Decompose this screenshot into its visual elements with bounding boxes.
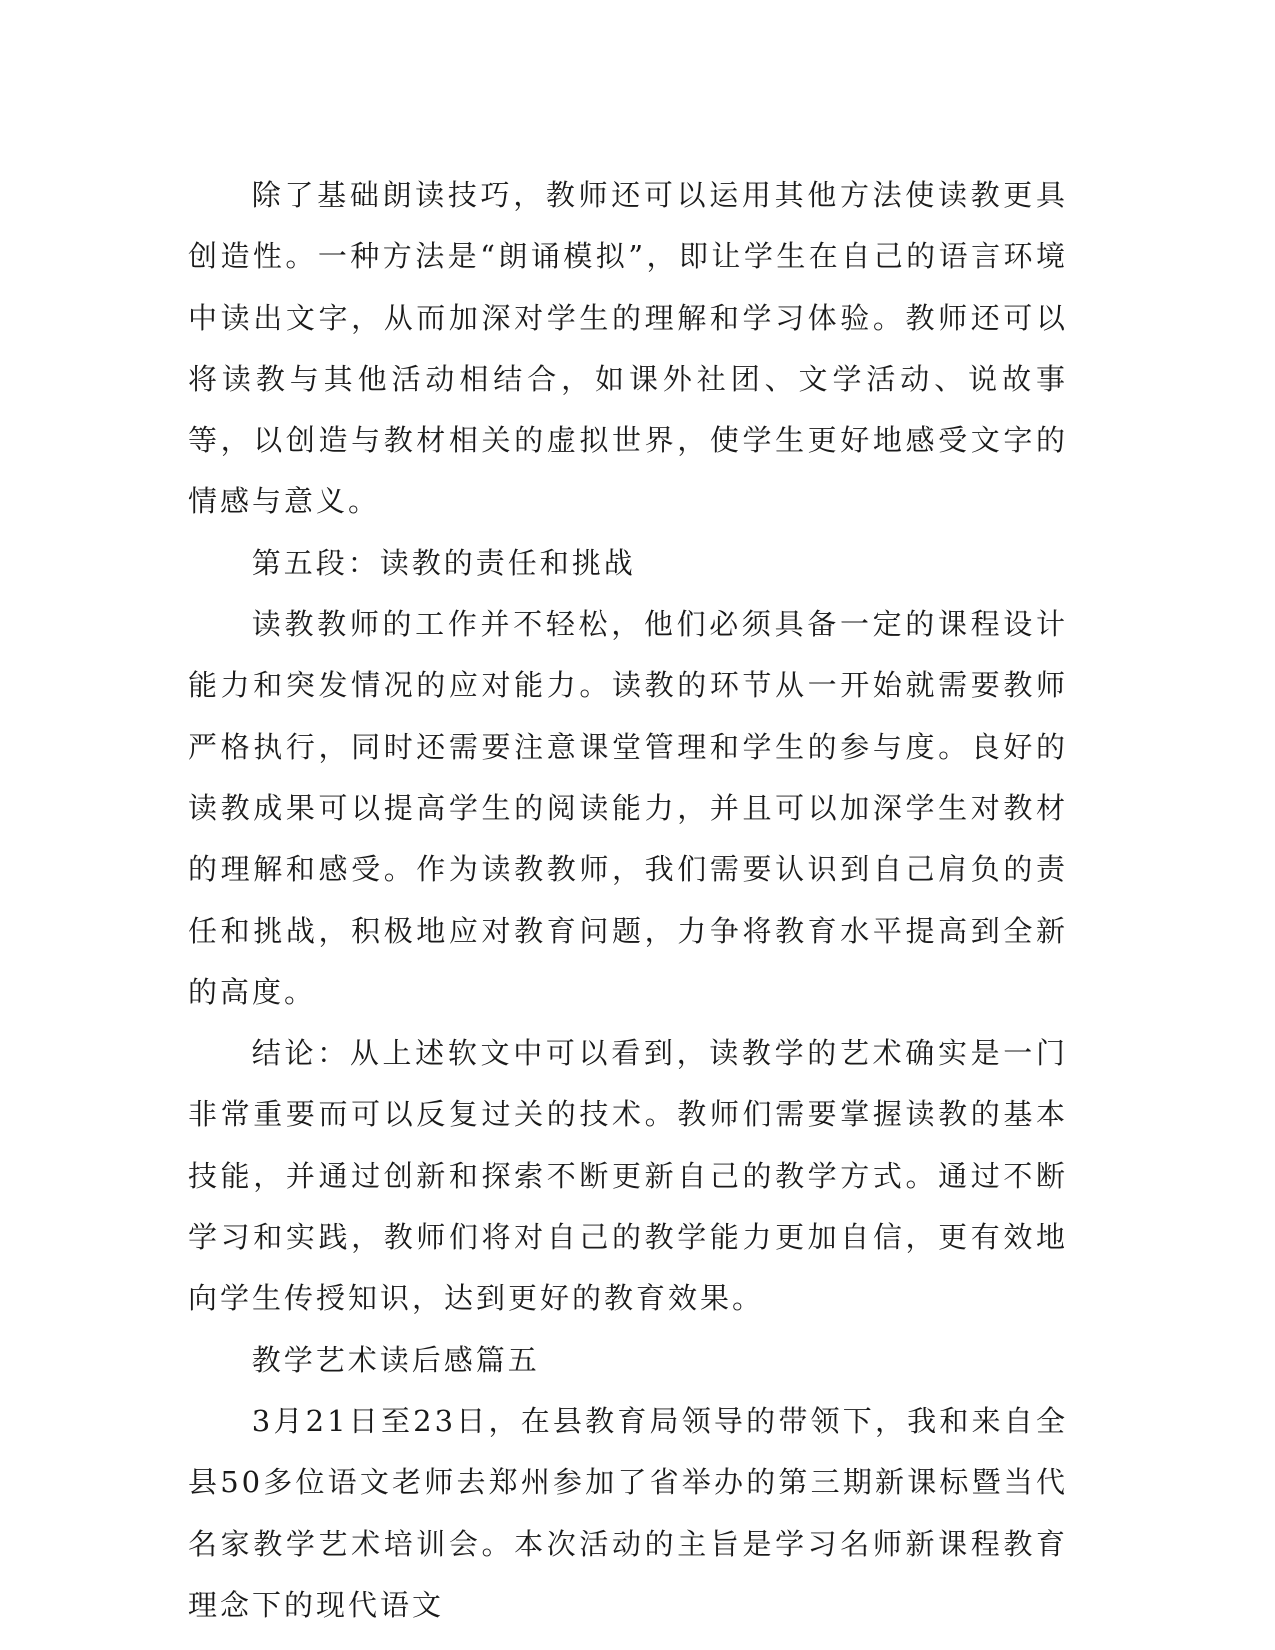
paragraph-responsibility: 读教教师的工作并不轻松，他们必须具备一定的课程设计能力和突发情况的应对能力。读教的环节从一开始就需要教师严格执行，同时还需要注意课堂管理和学生的参与度。良好的读教成果可以提高学生的阅读能力，并且可以加深学生对教材的理解和感受。作为读教教师，我们需要认识到自己肩负的责任和挑战，积极地应对教育问题，力争将教育水平提高到全新的高度。 — [188, 607, 1068, 1009]
document-body — [188, 165, 1068, 1636]
paragraph-training-intro: 3月21日至23日，在县教育局领导的带领下，我和来自全县50多位语文老师去郑州参加了省举办的第三期新课标暨当代名家教学艺术培训会。本次活动的主旨是学习名师新课程教育理念下的现代语文 — [188, 1403, 1068, 1622]
article-title-five: 教学艺术读后感篇五 — [251, 1342, 540, 1377]
section-heading-five: 第五段：读教的责任和挑战 — [251, 545, 636, 580]
paragraph-creative-reading: 除了基础朗读技巧，教师还可以运用其他方法使读教更具创造性。一种方法是“朗诵模拟”，即让学生在自己的语言环境中读出文字，从而加深对学生的理解和学习体验。教师还可以将读教与其他活动相结合，如课外社团、文学活动、说故事等，以创造与教材相关的虚拟世界，使学生更好地感受文字的情感与意义。 — [188, 178, 1068, 519]
paragraph-conclusion: 结论：从上述软文中可以看到，读教学的艺术确实是一门非常重要而可以反复过关的技术。教师们需要掌握读教的基本技能，并通过创新和探索不断更新自己的教学方式。通过不断学习和实践，教师们将对自己的教学能力更加自信，更有效地向学生传授知识，达到更好的教育效果。 — [188, 1036, 1068, 1316]
